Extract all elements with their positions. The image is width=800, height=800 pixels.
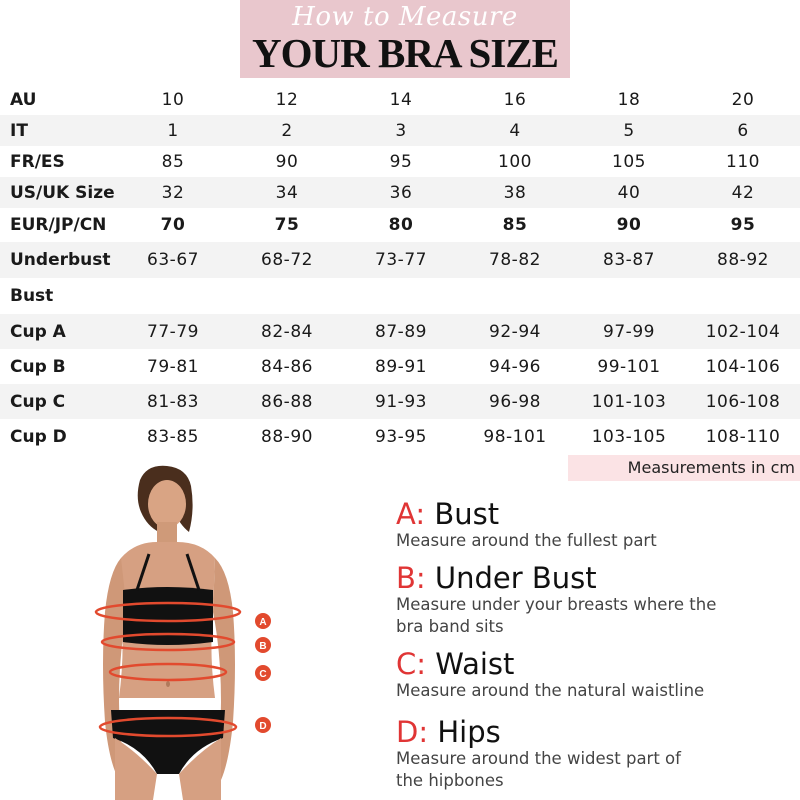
marker-a <box>255 613 271 629</box>
table-cell: 68-72 <box>261 250 313 270</box>
table-cell: 73-77 <box>375 250 427 270</box>
guide-heading <box>396 498 796 530</box>
guide-item-under-bust <box>396 562 796 638</box>
units-note <box>568 455 800 481</box>
svg-text:C: C <box>259 669 267 680</box>
row-label: Cup C <box>10 391 66 412</box>
table-cell: 36 <box>389 182 413 203</box>
table-cell: 87-89 <box>375 321 427 342</box>
table-cell: 5 <box>623 120 635 141</box>
marker-c <box>255 665 271 681</box>
banner-subtitle: How to Measure <box>292 2 518 32</box>
row-label: FR/ES <box>10 151 65 172</box>
title-banner <box>240 0 570 78</box>
table-cell: 84-86 <box>261 356 313 377</box>
table-cell: 20 <box>731 89 755 110</box>
table-cell: 110 <box>726 151 760 172</box>
table-row-fr-es <box>0 146 800 177</box>
table-cell: 98-101 <box>483 426 547 447</box>
guide-description: Measure under your breasts where the bra band sits <box>396 595 717 636</box>
table-cell: 14 <box>389 89 413 110</box>
table-cell: 6 <box>737 120 749 141</box>
table-cell: 106-108 <box>705 391 781 412</box>
table-cell: 100 <box>498 151 532 172</box>
guide-description: Measure around the widest part of the hipbones <box>396 749 681 790</box>
table-cell: 85 <box>502 215 528 235</box>
guide-title: Bust <box>434 497 500 531</box>
table-cell: 108-110 <box>705 426 781 447</box>
table-cell: 12 <box>275 89 299 110</box>
table-cell: 63-67 <box>147 250 199 270</box>
table-cell: 92-94 <box>489 321 541 342</box>
table-row-underbust <box>0 242 800 278</box>
table-cell: 40 <box>617 182 641 203</box>
banner-title: YOUR BRA SIZE <box>252 30 558 76</box>
table-cell: 38 <box>503 182 527 203</box>
table-row-cup-c <box>0 384 800 419</box>
table-cell: 88-90 <box>261 426 313 447</box>
row-label: Bust <box>10 286 54 306</box>
row-label: Cup A <box>10 321 66 342</box>
row-label: Underbust <box>10 250 111 270</box>
table-cell: 80 <box>388 215 414 235</box>
table-row-us-uk <box>0 177 800 208</box>
table-cell: 81-83 <box>147 391 199 412</box>
table-cell: 90 <box>275 151 299 172</box>
table-cell: 3 <box>395 120 407 141</box>
table-cell: 104-106 <box>705 356 781 377</box>
table-cell: 91-93 <box>375 391 427 412</box>
guide-letter: A: <box>396 497 426 531</box>
table-cell: 89-91 <box>375 356 427 377</box>
table-cell: 90 <box>616 215 642 235</box>
table-cell: 93-95 <box>375 426 427 447</box>
svg-text:A: A <box>259 617 267 628</box>
table-cell: 75 <box>274 215 300 235</box>
marker-d <box>255 717 271 733</box>
table-cell: 105 <box>612 151 646 172</box>
guide-item-waist <box>396 648 796 702</box>
table-cell: 101-103 <box>591 391 667 412</box>
guide-description: Measure around the fullest part <box>396 531 657 550</box>
table-cell: 16 <box>503 89 527 110</box>
table-cell: 85 <box>161 151 185 172</box>
guide-item-hips <box>396 716 796 792</box>
table-cell: 42 <box>731 182 755 203</box>
guide-letter: B: <box>396 561 426 595</box>
table-cell: 95 <box>730 215 756 235</box>
table-cell: 77-79 <box>147 321 199 342</box>
table-cell: 102-104 <box>705 321 781 342</box>
table-cell: 95 <box>389 151 413 172</box>
table-cell: 83-87 <box>603 250 655 270</box>
table-row-cup-a <box>0 314 800 349</box>
row-label: IT <box>10 120 28 141</box>
table-cell: 78-82 <box>489 250 541 270</box>
row-label: US/UK Size <box>10 182 115 203</box>
table-cell: 97-99 <box>603 321 655 342</box>
svg-text:B: B <box>259 641 267 652</box>
row-label: Cup B <box>10 356 66 377</box>
guide-title: Under Bust <box>434 561 597 595</box>
table-cell: 83-85 <box>147 426 199 447</box>
table-cell: 18 <box>617 89 641 110</box>
guide-heading <box>396 648 796 680</box>
table-cell: 94-96 <box>489 356 541 377</box>
row-label: EUR/JP/CN <box>10 215 107 235</box>
table-cell: 79-81 <box>147 356 199 377</box>
row-label: Cup D <box>10 426 67 447</box>
guide-title: Hips <box>437 715 501 749</box>
table-cell: 86-88 <box>261 391 313 412</box>
guide-heading <box>396 716 796 748</box>
table-cell: 10 <box>161 89 185 110</box>
size-chart-table <box>0 84 800 454</box>
svg-text:D: D <box>259 721 267 732</box>
table-row-cup-b <box>0 349 800 384</box>
guide-letter: C: <box>396 647 427 681</box>
table-cell: 82-84 <box>261 321 313 342</box>
table-row-cup-d <box>0 419 800 454</box>
table-row-it <box>0 115 800 146</box>
table-cell: 4 <box>509 120 521 141</box>
guide-title: Waist <box>435 647 515 681</box>
units-note-text: Measurements in cm <box>627 458 795 477</box>
table-cell: 70 <box>160 215 186 235</box>
guide-item-bust <box>396 498 796 552</box>
table-row-au <box>0 84 800 115</box>
table-cell: 88-92 <box>717 250 769 270</box>
guide-letter: D: <box>396 715 429 749</box>
row-label: AU <box>10 89 37 110</box>
table-row-eur-jp-cn <box>0 208 800 242</box>
table-cell: 32 <box>161 182 185 203</box>
guide-description: Measure around the natural waistline <box>396 681 705 700</box>
marker-b <box>255 637 271 653</box>
table-cell: 2 <box>281 120 293 141</box>
table-row-bust <box>0 278 800 314</box>
table-cell: 1 <box>167 120 179 141</box>
table-cell: 34 <box>275 182 299 203</box>
model-figure <box>75 462 285 800</box>
table-cell: 96-98 <box>489 391 541 412</box>
table-cell: 103-105 <box>591 426 667 447</box>
table-cell: 99-101 <box>597 356 661 377</box>
guide-heading <box>396 562 796 594</box>
